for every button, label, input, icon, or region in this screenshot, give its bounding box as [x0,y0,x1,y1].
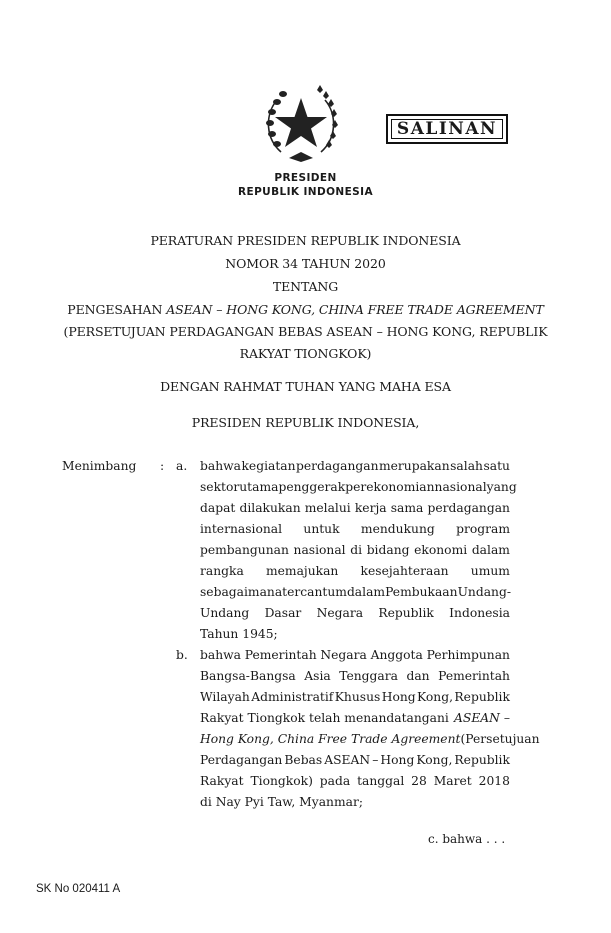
item-b-line2 [200,771,510,791]
word: nasional [293,543,346,557]
item-a-line [200,498,510,518]
word: utama [239,480,279,494]
word: dan [406,669,430,683]
word: Kong, [417,690,454,704]
word: Pemerintah [438,669,510,683]
title-subject-italic: ASEAN – HONG KONG, CHINA FREE TRADE AGREEMENT [166,302,544,317]
word: nasional [434,480,487,494]
title-subject-line2: (PERSETUJUAN PERDAGANGAN BEBAS ASEAN – HONG KONG, REPUBLIK [63,324,548,339]
word: Dasar [264,606,302,620]
item-b-line [200,687,510,707]
title-subject [0,302,611,317]
word: Bebas [284,753,323,767]
word: 2018 [478,774,510,788]
item-b-line [200,666,510,686]
item-a-line [200,582,510,602]
word: mendukung [360,522,435,536]
office-line-1: PRESIDEN [274,172,337,184]
word: Pembukaan [385,585,458,599]
word: salah [450,459,483,473]
item-b-line-5-italic: Hong Kong, China Free Trade Agreement [200,732,461,746]
item-b-line-4-italic: ASEAN – [454,711,510,725]
word: umum [470,564,510,578]
item-a-line [200,561,510,581]
word: melalui [304,501,351,515]
item-b-line-5-rest: (Persetujuan [460,732,540,746]
salinan-stamp [386,114,508,144]
invocation: DENGAN RAHMAT TUHAN YANG MAHA ESA [160,379,451,394]
word: Republik [454,753,510,767]
word: Pemerintah [244,648,317,662]
word: Asia [304,669,331,683]
word: ekonomi [414,543,468,557]
word: untuk [303,522,340,536]
word: tercantum [282,585,347,599]
word: di [350,543,363,557]
word: memajukan [265,564,339,578]
word: kerja [354,501,387,515]
menimbang-label: Menimbang [62,459,137,473]
word: Hong [380,753,415,767]
item-a-line [200,519,510,539]
word: merupakan [378,459,450,473]
word: tanggal [357,774,405,788]
word: Indonesia [449,606,510,620]
word: kesejahteraan [360,564,449,578]
item-b-line-4-text: Rakyat Tiongkok telah menandatangani [200,711,449,725]
item-a-line [200,540,510,560]
item-a-line [200,477,517,497]
item-a-line [200,456,510,476]
word: – [372,753,379,767]
word: dalam [471,543,510,557]
title-subject-prefix: PENGESAHAN [67,302,167,317]
title-tentang: TENTANG [272,279,339,294]
word: dapat [200,501,236,515]
menimbang-colon: : [160,459,165,473]
word: perdagangan [427,501,510,515]
word: yang [486,480,517,494]
word: sektor [200,480,240,494]
item-b-line-5 [200,729,540,749]
serial-number: SK No 020411 A [36,883,121,895]
word: pembangunan [200,543,289,557]
word: bahwa [200,459,241,473]
word: bahwa [200,648,241,662]
word: sebagaimana [200,585,283,599]
word: Republik [454,690,510,704]
word: Maret [433,774,472,788]
word: Perhimpunan [426,648,510,662]
item-b-line-last: di Nay Pyi Taw, Myanmar; [200,795,363,809]
word: Administratif [251,690,334,704]
item-a-line-last: Tahun 1945; [200,627,278,641]
item-b-line-4 [200,708,510,728]
title-regulation: PERATURAN PRESIDEN REPUBLIK INDONESIA [150,233,461,248]
word: dalam [346,585,386,599]
word: Perdagangan [200,753,283,767]
word: perdagangan [296,459,379,473]
word: Bangsa-Bangsa [200,669,296,683]
issuer: PRESIDEN REPUBLIK INDONESIA, [191,415,420,430]
word: kegiatan [241,459,296,473]
word: program [456,522,510,536]
item-a-line [200,603,510,623]
word: sama [390,501,424,515]
word: Tiongkok) [250,774,313,788]
word: ASEAN [324,753,371,767]
salinan-label: SALINAN [396,119,498,139]
item-b-line2 [200,750,510,770]
word: dilakukan [239,501,301,515]
word: Negara [320,648,367,662]
word: internasional [200,522,283,536]
word: Tenggara [339,669,398,683]
word: Anggota [370,648,423,662]
word: Kong, [416,753,453,767]
word: 28 [411,774,427,788]
title-subject-line3: RAKYAT TIONGKOK) [239,346,372,361]
word: bidang [366,543,410,557]
item-b-line [200,645,510,665]
word: Republik [378,606,434,620]
word: Khusus [334,690,381,704]
item-b-marker: b. [176,648,188,662]
continuation-marker: c. bahwa . . . [428,832,506,846]
word: Undang [200,606,250,620]
word: Wilayah [200,690,250,704]
word: rangka [200,564,244,578]
word: satu [483,459,510,473]
word: Hong [381,690,416,704]
word: penggerak [278,480,346,494]
word: Undang- [457,585,511,599]
word: pada [319,774,351,788]
garuda-star-emblem [255,80,347,168]
office-line-2: REPUBLIK INDONESIA [238,186,373,198]
word: Negara [316,606,364,620]
word: Rakyat [200,774,244,788]
word: perekonomian [345,480,435,494]
item-a-marker: a. [176,459,188,473]
title-number: NOMOR 34 TAHUN 2020 [225,256,386,271]
